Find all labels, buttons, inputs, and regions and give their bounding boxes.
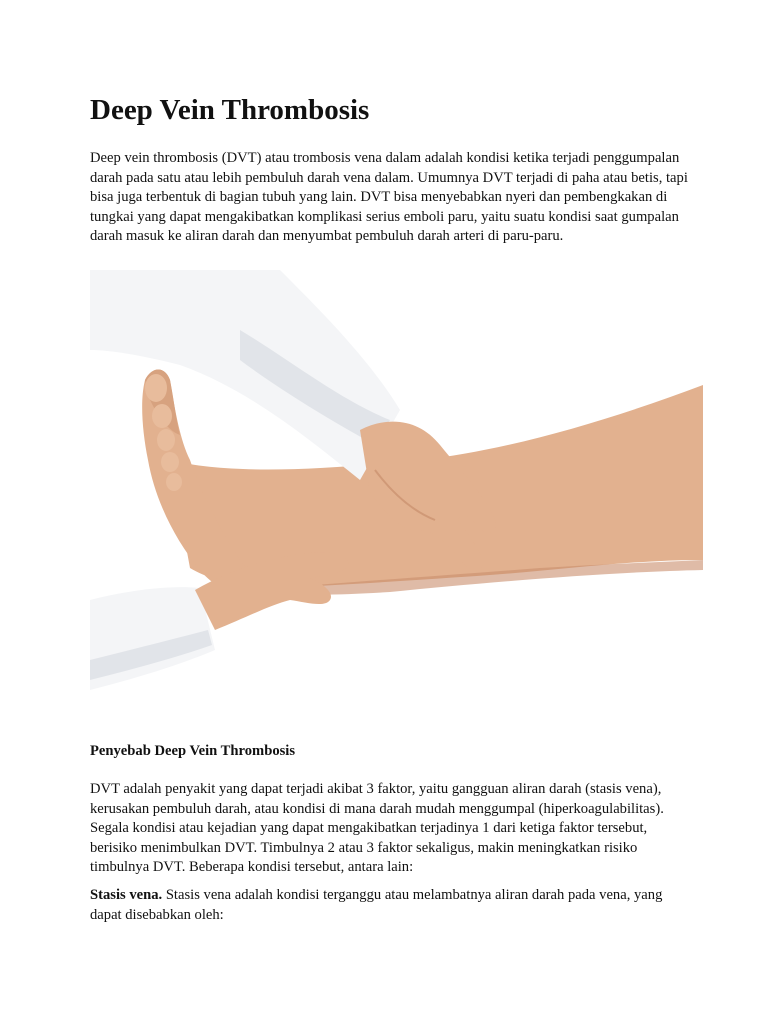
page-title: Deep Vein Thrombosis [90, 94, 370, 126]
intro-paragraph: Deep vein thrombosis (DVT) atau trombosis vena dalam adalah kondisi ketika terjadi penggumpalan darah pada satu atau lebih pembuluh darah vena dalam. Umumnya DVT terjadi di paha atau betis, tapi bisa juga terbentuk di bagian tubuh yang lain. DVT bisa menyebabkan nyeri dan pembengkakan di tungkai yang dapat mengakibatkan komplikasi serius emboli paru, yaitu suatu kondisi saat gumpalan darah masuk ke aliran darah dan menyumbat pembuluh darah arteri di paru-paru. [90, 150, 688, 244]
stasis-label: Stasis vena. [90, 887, 163, 903]
leg-examination-photo [90, 270, 703, 722]
section-heading: Penyebab Deep Vein Thrombosis [90, 743, 296, 759]
stasis-text: Stasis vena adalah kondisi terganggu atau melambatnya aliran darah pada vena, yang dapat disebabkan oleh: [90, 887, 663, 923]
causes-paragraph: DVT adalah penyakit yang dapat terjadi akibat 3 faktor, yaitu gangguan aliran darah (stasis vena), kerusakan pembuluh darah, atau kondisi di mana darah mudah menggumpal (hiperkoagulabilitas). Segala kondisi atau kejadian yang dapat mengakibatkan terjadinya 1 dari ketiga faktor tersebut, berisiko menimbulkan DVT. Timbulnya 2 atau 3 faktor sekaligus, makin meningkatkan risiko timbulnya DVT. Beberapa kondisi tersebut, antara lain: [90, 781, 664, 875]
stasis-paragraph [90, 886, 690, 925]
